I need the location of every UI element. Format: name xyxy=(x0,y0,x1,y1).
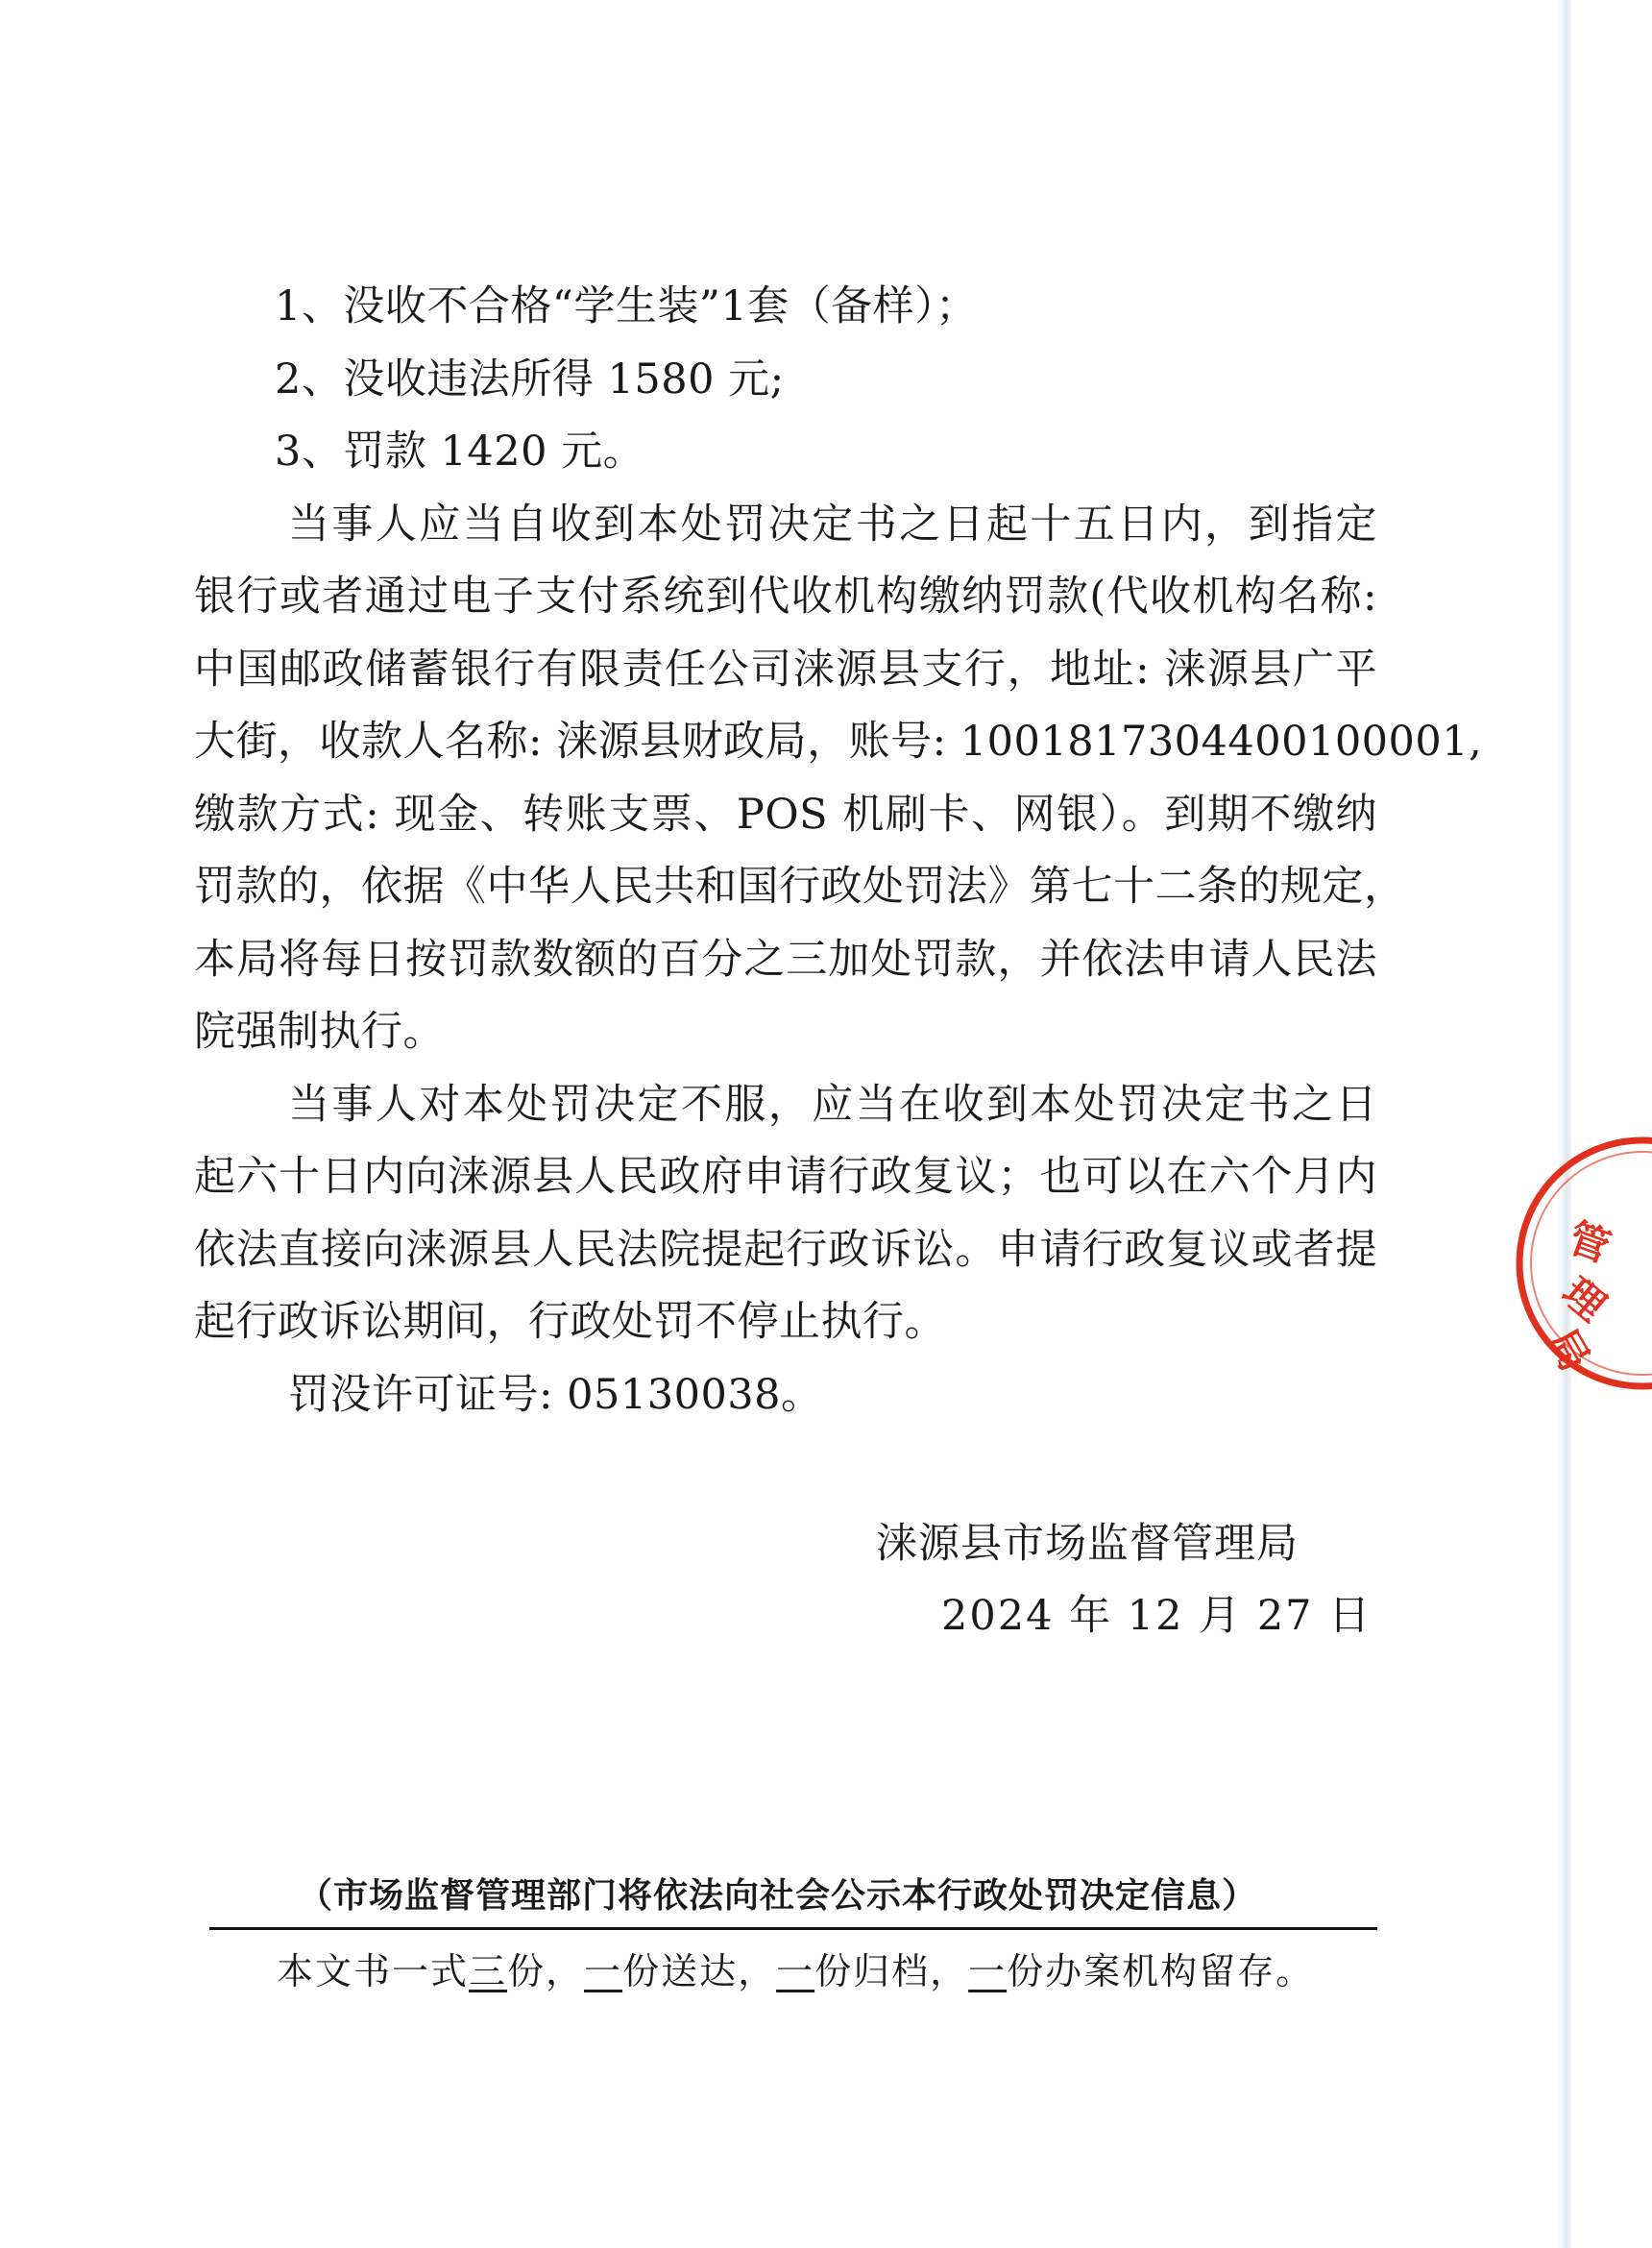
copies-text: 份办案机构留存。 xyxy=(1007,1950,1315,1992)
copies-text: 份送达， xyxy=(622,1950,777,1992)
copies-text: 本文书一式 xyxy=(277,1950,470,1992)
copies-note xyxy=(277,1943,1314,2000)
public-notice: （市场监督管理部门将依法向社会公示本行政处罚决定信息） xyxy=(298,1876,1258,1916)
license-number: 罚没许可证号: 05130038。 xyxy=(288,1370,823,1419)
seal-text-1: 管 xyxy=(1562,1213,1616,1272)
issuing-organization: 涞源县市场监督管理局 xyxy=(876,1520,1299,1568)
payment-line: 大街，收款人名称: 涞源县财政局，账号: 1001817304400100001, xyxy=(194,718,1483,766)
divider-line xyxy=(209,1927,1377,1930)
scan-edge-shadow xyxy=(1558,0,1571,2248)
copies-text: 份， xyxy=(507,1950,585,1992)
payment-line: 院强制执行。 xyxy=(194,1008,445,1056)
official-seal-icon xyxy=(1498,1134,1652,1393)
appeal-line: 起行政诉讼期间，行政处罚不停止执行。 xyxy=(194,1298,946,1346)
payment-paragraph xyxy=(194,489,1483,1069)
appeal-paragraph xyxy=(194,1069,1377,1359)
copies-text: 份归档， xyxy=(814,1950,969,1992)
penalty-item-2: 2、没收违法所得 1580 元; xyxy=(275,354,785,403)
seal-text-2: 理 xyxy=(1553,1268,1616,1331)
copies-count: 一 xyxy=(776,1950,815,1992)
seal-text-3: 局 xyxy=(1538,1320,1599,1380)
appeal-line: 当事人对本处罚决定不服，应当在收到本处罚决定书之日 xyxy=(288,1080,1377,1129)
document-body xyxy=(194,271,1483,1431)
appeal-line: 起六十日内向涞源县人民政府申请行政复议；也可以在六个月内 xyxy=(194,1153,1377,1201)
payment-line: 银行或者通过电子支付系统到代收机构缴纳罚款(代收机构名称: xyxy=(194,573,1377,621)
penalty-item-1: 1、没收不合格“学生装”1套（备样）； xyxy=(275,282,978,330)
payment-line: 缴款方式: 现金、转账支票、POS 机刷卡、网银）。到期不缴纳 xyxy=(194,790,1377,839)
copies-count: 三 xyxy=(469,1950,508,1992)
payment-line: 当事人应当自收到本处罚决定书之日起十五日内，到指定 xyxy=(288,500,1377,549)
penalty-item-3: 3、罚款 1420 元。 xyxy=(275,428,645,476)
payment-line: 本局将每日按罚款数额的百分之三加处罚款，并依法申请人民法 xyxy=(194,935,1377,984)
appeal-line: 依法直接向涞源县人民法院提起行政诉讼。申请行政复议或者提 xyxy=(194,1225,1377,1274)
copies-count: 一 xyxy=(968,1950,1008,1992)
signature-block xyxy=(876,1508,1372,1652)
copies-count: 一 xyxy=(584,1950,623,1992)
payment-line: 中国邮政储蓄银行有限责任公司涞源县支行，地址: 涞源县广平 xyxy=(194,645,1377,694)
issue-date: 2024 年 12 月 27 日 xyxy=(941,1592,1373,1640)
payment-line: 罚款的，依据《中华人民共和国行政处罚法》第七十二条的规定， xyxy=(194,863,1406,911)
